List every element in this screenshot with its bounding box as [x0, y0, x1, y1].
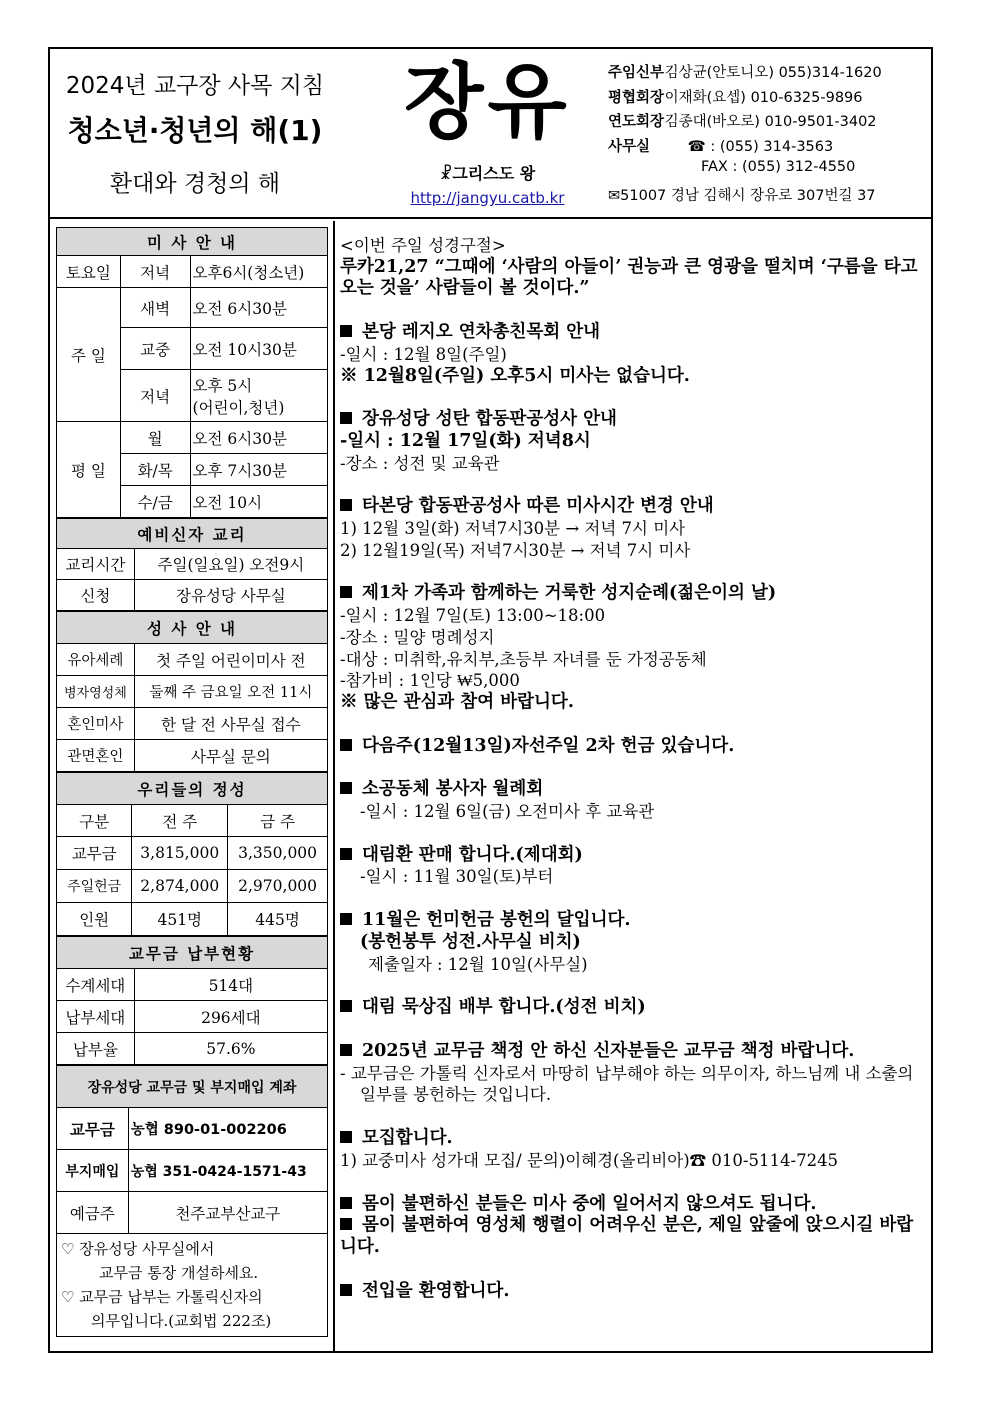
notice-title: 소공동체 봉사자 월례회	[340, 779, 928, 801]
square-bullet-icon	[340, 1218, 352, 1230]
notice-title: 다음주(12월13일)자선주일 2차 헌금 있습니다.	[340, 736, 928, 758]
square-bullet-icon	[340, 1284, 352, 1296]
square-bullet-icon	[340, 848, 352, 860]
parish-url[interactable]: http://jangyu.catb.kr	[410, 189, 565, 207]
notice-title: 전입을 환영합니다.	[340, 1281, 928, 1303]
sunday-label: 주 일	[57, 288, 121, 422]
square-bullet-icon	[340, 1131, 352, 1143]
pastoral-guideline: 2024년 교구장 사목 지침	[65, 73, 325, 99]
address-row	[608, 184, 930, 209]
notice-title: 대림 묵상집 배부 합니다.(성전 비치)	[340, 997, 928, 1019]
sacraments-table: 성 사 안 내 유아세례 첫 주일 어린이미사 전 병자영성체 둘째 주 금요일 오전 11시 혼인미사 한 달 전 사무실 접수 관면혼인 사무실 문의	[56, 611, 328, 772]
saturday-label: 토요일	[57, 256, 121, 288]
notice-title: 몸이 불편하신 분들은 미사 중에 일어서지 않으셔도 됩니다.	[340, 1194, 928, 1216]
square-bullet-icon	[340, 739, 352, 751]
header-center	[380, 49, 595, 219]
address: ✉51007 경남 김해시 장유로 307번길 37	[608, 187, 876, 204]
catechumen-heading: 예비신자 교리	[57, 519, 328, 549]
bulletin-frame	[48, 47, 933, 1353]
parish-title: 장유	[404, 55, 571, 150]
notice-title: 2025년 교무금 책정 안 하신 신자분들은 교무금 책정 바랍니다.	[340, 1041, 928, 1063]
square-bullet-icon	[340, 325, 352, 337]
contact-row: 평협회장 이재화(요셉) 010-6325-9896	[608, 89, 863, 106]
dues-table: 교무금 납부현황 수계세대 514대 납부세대 296세대 납부율 57.6%	[56, 936, 328, 1065]
catechumen-table: 예비신자 교리 교리시간 주일(일요일) 오전9시 신청 장유성당 사무실	[56, 518, 328, 611]
notice-title: 타본당 합동판공성사 따른 미사시간 변경 안내	[340, 496, 928, 518]
accounts-table: 장유성당 교무금 및 부지매입 계좌 교무금 농협 890-01-002206 부지매입 농협 351-0424-1571-43 예금주 천주교부산교구	[56, 1065, 328, 1234]
gospel-heading: <이번 주일 성경구절>	[340, 236, 506, 255]
announcements: <이번 주일 성경구절> 루카21,27 “그때에 ‘사람의 아들이’ 권능과 큰 영광을 떨치며 ‘구름을 타고 오는 것을’ 사람들이 볼 것이다.” 본당 레지오 연차총친목회 안내 -일시 : 12월 8일(주일) ※ 12월8일(주일) 오후5시 미사는 없습니다. 장유성당 성탄 합동판공성사 안내 -일시 : 12월 17일(화) 저녁8시 -장소 : 성전 및 교육관 타본당 합동판공성사 따른 미사시간 변경 안내 1) 12월 3일(화) 저녁7시30분 → 저녁 7시 미사 2) 12월19일(목) 저녁7시30분 → 저녁 7시 미사 제1차 가족과 함께하는 거룩한 성지순례(젊은이의 날) -일시 : 12월 7일(토) 13:00~18:00 -장소 : 밀양 명례성지 -대상 : 미취학,유치부,초등부 자녀를 둔 가정공동체 -참가비 : 1인당 ₩5,000 ※ 많은 관심과 참여 바랍니다. 다음주(12월13일)자선주일 2차 헌금 있습니다. 소공동체 봉사자 월례회 -일시 : 12월 6일(금) 오전미사 후 교육관 대림환 판매 합니다.(제대회) -일시 : 11월 30일(토)부터 11월은 헌미헌금 봉헌의 달입니다. (봉헌봉투 성전.사무실 비치) 제출일자 : 12월 10일(사무실) 대림 묵상집 배부 합니다.(성전 비치) 2025년 교무금 책정 안 하신 신자분들은 교무금 책정 바랍니다. - 교무금은 가톨릭 신자로서 마땅히 납부해야 하는 의무이자, 하느님께 내 소출의 일부를 봉헌하는 것입니다. 모집합니다. 1) 교중미사 성가대 모집/ 문의)이혜경(올리비아)☎ 010-5114-7245 몸이 불편하신 분들은 미사 중에 일어서지 않으셔도 됩니다. 몸이 불편하여 영성체 행렬이 어려우신 분은, 제일 앞줄에 앉으시길 바랍니다. 전입을 환영합니다.	[340, 235, 928, 1302]
phone-icon-text: ☎ : (055) 314-3563	[687, 138, 834, 155]
weekday-label: 평 일	[57, 422, 121, 518]
dues-heading: 교무금 납부현황	[57, 937, 328, 969]
gospel-text: 루카21,27 “그때에 ‘사람의 아들이’ 권능과 큰 영광을 떨치며 ‘구름을 타고 오는 것을’ 사람들이 볼 것이다.”	[340, 256, 918, 299]
office-fax-row: FAX : (055) 312-4550	[701, 159, 856, 175]
square-bullet-icon	[340, 1000, 352, 1012]
office-tel-row: 사무실 ☎ : (055) 314-3563	[608, 138, 834, 155]
account-notes: ♡ 장유성당 사무실에서 교무금 통장 개설하세요. ♡ 교무금 납부는 가톨릭신자의 의무입니다.(교회법 222조)	[56, 1234, 328, 1337]
christ-king: ☧그리스도 왕	[439, 164, 536, 183]
contact-row: 주임신부 김상균(안토니오) 055)314-1620	[608, 65, 882, 81]
year-theme: 청소년·청년의 해(1)	[67, 114, 323, 147]
square-bullet-icon	[340, 782, 352, 794]
square-bullet-icon	[340, 1197, 352, 1209]
accounts-heading: 장유성당 교무금 및 부지매입 계좌	[57, 1066, 328, 1108]
notice-title: 몸이 불편하여 영성체 행렬이 어려우신 분은, 제일 앞줄에 앉으시길 바랍니다.	[340, 1215, 914, 1257]
notice-title: 장유성당 성탄 합동판공성사 안내	[340, 409, 928, 431]
square-bullet-icon	[340, 499, 352, 511]
year-subtitle: 환대와 경청의 해	[109, 171, 281, 197]
header	[50, 49, 931, 219]
notice-title: 본당 레지오 연차총친목회 안내	[340, 322, 928, 344]
mass-heading: 미 사 안 내	[57, 228, 328, 256]
offerings-table: 우리들의 정성 구분 전 주 금 주 교무금 3,815,000 3,350,000 주일헌금 2,874,000 2,970,000 인원 451명 445명	[56, 772, 328, 936]
square-bullet-icon	[340, 913, 352, 925]
notice-title: 모집합니다.	[340, 1128, 928, 1150]
square-bullet-icon	[340, 1044, 352, 1056]
contact-row: 연도회장 김종대(바오로) 010-9501-3402	[608, 114, 877, 130]
left-column	[56, 227, 328, 1337]
square-bullet-icon	[340, 412, 352, 424]
notice-title: 11월은 헌미헌금 봉헌의 달입니다.	[340, 910, 928, 932]
offerings-heading: 우리들의 정성	[57, 773, 328, 805]
column-divider	[333, 221, 335, 1353]
notice-title: 대림환 판매 합니다.(제대회)	[340, 845, 928, 867]
sacraments-heading: 성 사 안 내	[57, 612, 328, 644]
notice-title: 제1차 가족과 함께하는 거룩한 성지순례(젊은이의 날)	[340, 583, 928, 605]
mass-table: 미 사 안 내 토요일 저녁 오후6시(청소년) 주 일 새벽 오전 6시30분 교중 오전 10시30분 저녁 오후 5시 (어린이,청년) 평 일 월 오전 6시30분 화/목 오후 7시30분 수/금 오전 10시	[56, 227, 328, 518]
square-bullet-icon	[340, 586, 352, 598]
header-left	[50, 49, 340, 219]
contact-block	[608, 61, 930, 208]
